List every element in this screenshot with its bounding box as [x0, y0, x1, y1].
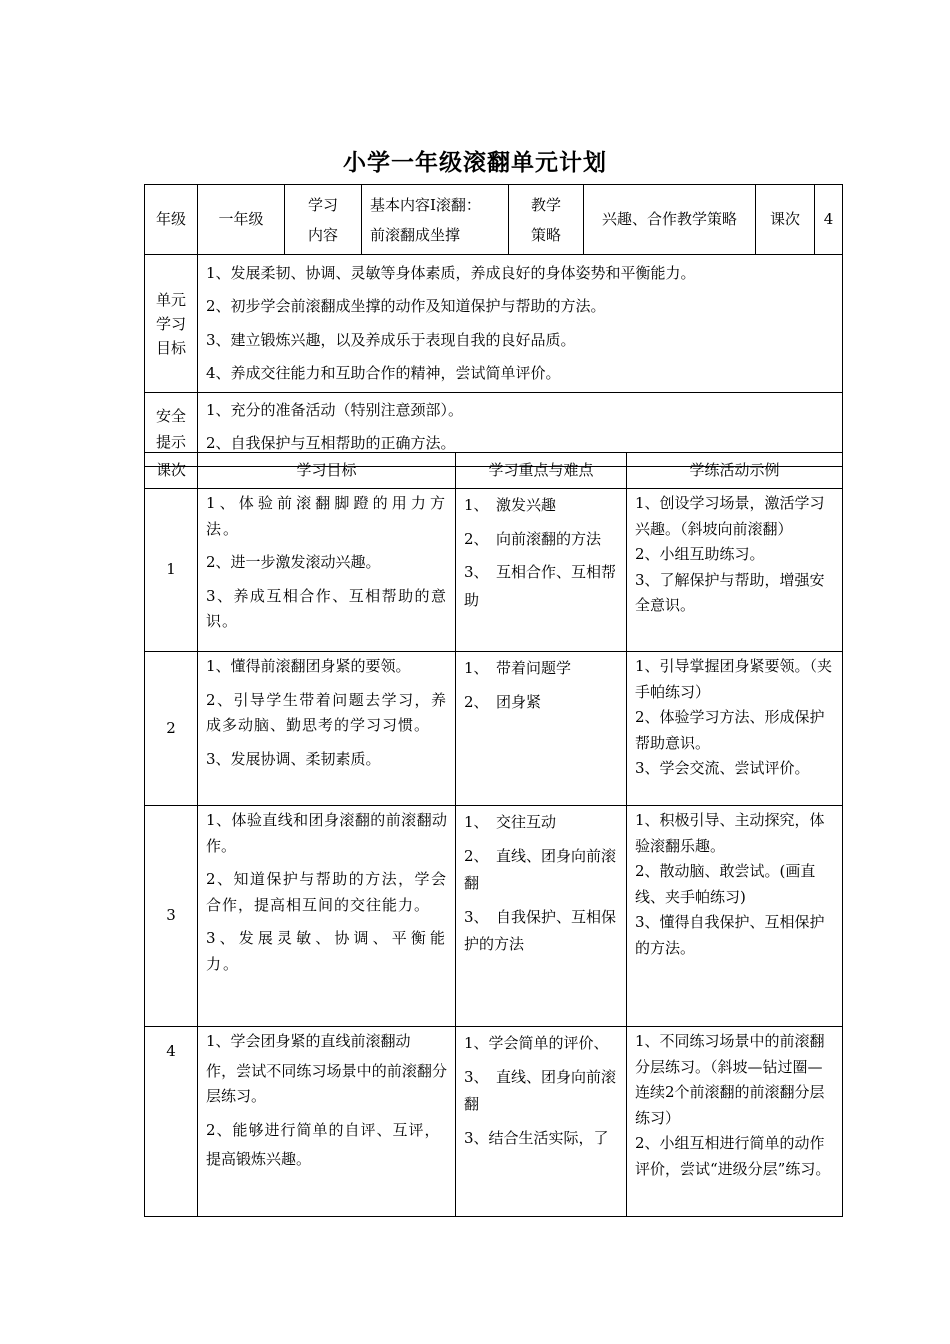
objective-item: 1、体验前滚翻脚蹬的用力方法。: [206, 494, 447, 538]
content-label-line-2: 内容: [307, 225, 338, 244]
lesson-activities: [627, 489, 843, 652]
content-label-line-1: 学习: [307, 195, 338, 214]
unit-goals-label: [145, 255, 198, 393]
activity-item: 2、小组互助练习。: [635, 545, 765, 563]
lesson-objectives: [198, 652, 456, 806]
strategy-label-line-1: 教学: [530, 195, 561, 214]
lesson-number: 3: [145, 806, 198, 1027]
objective-item: 2、知道保护与帮助的方法，学会合作，提高相互间的交往能力。: [206, 870, 447, 914]
objective-item: 3、养成互相合作、互相帮助的意识。: [206, 586, 447, 630]
table-row: [145, 806, 843, 1027]
safety-label-line-2: 提示: [155, 433, 186, 452]
lesson-key-points: [456, 806, 627, 1027]
activity-item: 1、不同练习场景中的前滚翻分层练习。（斜坡—钻过圈—连续2个前滚翻的前滚翻分层练习）: [635, 1032, 825, 1127]
activity-item: 1、引导掌握团身紧要领。（夹手帕练习）: [635, 657, 833, 701]
lesson-key-points: [456, 1027, 627, 1217]
unit-goal-item: 1、发展柔韧、协调、灵敏等身体素质，养成良好的身体姿势和平衡能力。: [206, 264, 696, 282]
key-point-item: 1、 激发兴趣: [464, 496, 557, 514]
unit-goal-item: 2、初步学会前滚翻成坐撑的动作及知道保护与帮助的方法。: [206, 297, 606, 316]
unit-goals-list: [198, 255, 843, 393]
objective-item: 3、发展灵敏、协调、平衡能力。: [206, 929, 447, 973]
activity-item: 3、懂得自我保护、互相保护的方法。: [635, 913, 825, 957]
lesson-objectives: [198, 489, 456, 652]
col-header-lesson: 课次: [145, 453, 198, 489]
table-row: [145, 489, 843, 652]
strategy-label-line-2: 策略: [530, 225, 561, 244]
objective-item: 3、发展协调、柔韧素质。: [206, 749, 381, 768]
activity-item: 1、创设学习场景，激活学习兴趣。（斜坡向前滚翻）: [635, 494, 825, 538]
key-point-item: 2、 直线、团身向前滚: [464, 846, 617, 865]
key-point-item: 1、学会简单的评价、: [464, 1034, 609, 1052]
strategy-label: [509, 185, 584, 255]
lesson-number: 1: [145, 489, 198, 652]
table-row: [145, 652, 843, 806]
unit-goal-item: 3、建立锻炼兴趣，以及养成乐于表现自我的良好品质。: [206, 330, 576, 349]
key-point-item: 3、结合生活实际，了: [464, 1128, 609, 1147]
grade-label: 年级: [145, 185, 198, 255]
lessons-value: 4: [815, 185, 843, 255]
unit-goals-label-line-3: 目标: [155, 338, 186, 357]
lesson-key-points: [456, 489, 627, 652]
key-point-item: 助: [464, 590, 480, 609]
strategy-value: 兴趣、合作教学策略: [584, 185, 756, 255]
lesson-activities: [627, 652, 843, 806]
objective-item: 1、学会团身紧的直线前滚翻动: [206, 1032, 411, 1050]
lessons-label: 课次: [756, 185, 815, 255]
objective-item: 作，尝试不同练习场景中的前滚翻分层练习。: [206, 1061, 447, 1105]
activity-item: 2、散动脑、敢尝试。(画直线、夹手帕练习): [635, 862, 816, 906]
col-header-key-points: 学习重点与难点: [456, 453, 627, 489]
safety-item: 1、充分的准备活动（特别注意颈部）。: [206, 401, 464, 419]
key-point-item: 2、 团身紧: [464, 692, 542, 711]
content-value-line-1: 基本内容Ⅰ滚翻：: [370, 195, 481, 214]
lesson-activities: [627, 806, 843, 1027]
grade-value: 一年级: [198, 185, 285, 255]
page-title: 小学一年级滚翻单元计划: [343, 150, 607, 176]
unit-header-table: [144, 184, 843, 467]
objective-item: 提高锻炼兴趣。: [206, 1150, 312, 1168]
unit-goal-item: 4、养成交往能力和互助合作的精神，尝试简单评价。: [206, 363, 561, 382]
activity-item: 2、体验学习方法、形成保护帮助意识。: [635, 708, 825, 752]
col-header-activities: 学练活动示例: [627, 453, 843, 489]
content-value: [362, 185, 509, 255]
lesson-objectives: [198, 1027, 456, 1217]
lesson-table: [144, 452, 843, 1217]
key-point-item: 3、 自我保护、互相保: [464, 907, 617, 926]
key-point-item: 翻: [464, 1095, 480, 1113]
key-point-item: 2、 向前滚翻的方法: [464, 529, 602, 548]
lesson-number: 2: [145, 652, 198, 806]
lesson-key-points: [456, 652, 627, 806]
key-point-item: 翻: [464, 874, 480, 892]
activity-item: 3、学会交流、尝试评价。: [635, 759, 810, 777]
lesson-objectives: [198, 806, 456, 1027]
table-row: [145, 1027, 843, 1217]
objective-item: 1、体验直线和团身滚翻的前滚翻动作。: [206, 811, 447, 855]
key-point-item: 1、 带着问题学: [464, 659, 572, 677]
content-value-line-2: 前滚翻成坐撑: [370, 225, 461, 244]
activity-item: 1、积极引导、主动探究，体验滚翻乐趣。: [635, 811, 825, 855]
key-point-item: 3、 互相合作、互相帮: [464, 563, 617, 581]
key-point-item: 护的方法: [464, 935, 525, 953]
objective-item: 2、能够进行简单的自评、互评，: [206, 1120, 441, 1139]
unit-goals-label-line-2: 学习: [155, 314, 186, 333]
lesson-activities: [627, 1027, 843, 1217]
activity-item: 3、了解保护与帮助，增强安全意识。: [635, 570, 825, 614]
col-header-objectives: 学习目标: [198, 453, 456, 489]
activity-item: 2、小组互相进行简单的动作评价，尝试“进级分层”练习。: [635, 1134, 831, 1178]
objective-item: 1、懂得前滚翻团身紧的要领。: [206, 657, 411, 675]
safety-label-line-1: 安全: [155, 407, 186, 426]
key-point-item: 1、 交往互动: [464, 813, 557, 831]
safety-item: 2、自我保护与互相帮助的正确方法。: [206, 434, 456, 453]
content-label: [285, 185, 362, 255]
objective-item: 2、进一步激发滚动兴趣。: [206, 553, 381, 571]
objective-item: 2、引导学生带着问题去学习，养成多动脑、勤思考的学习习惯。: [206, 690, 447, 734]
key-point-item: 3、 直线、团身向前滚: [464, 1067, 617, 1086]
lesson-number: 4: [145, 1027, 198, 1217]
unit-goals-label-line-1: 单元: [155, 290, 186, 309]
